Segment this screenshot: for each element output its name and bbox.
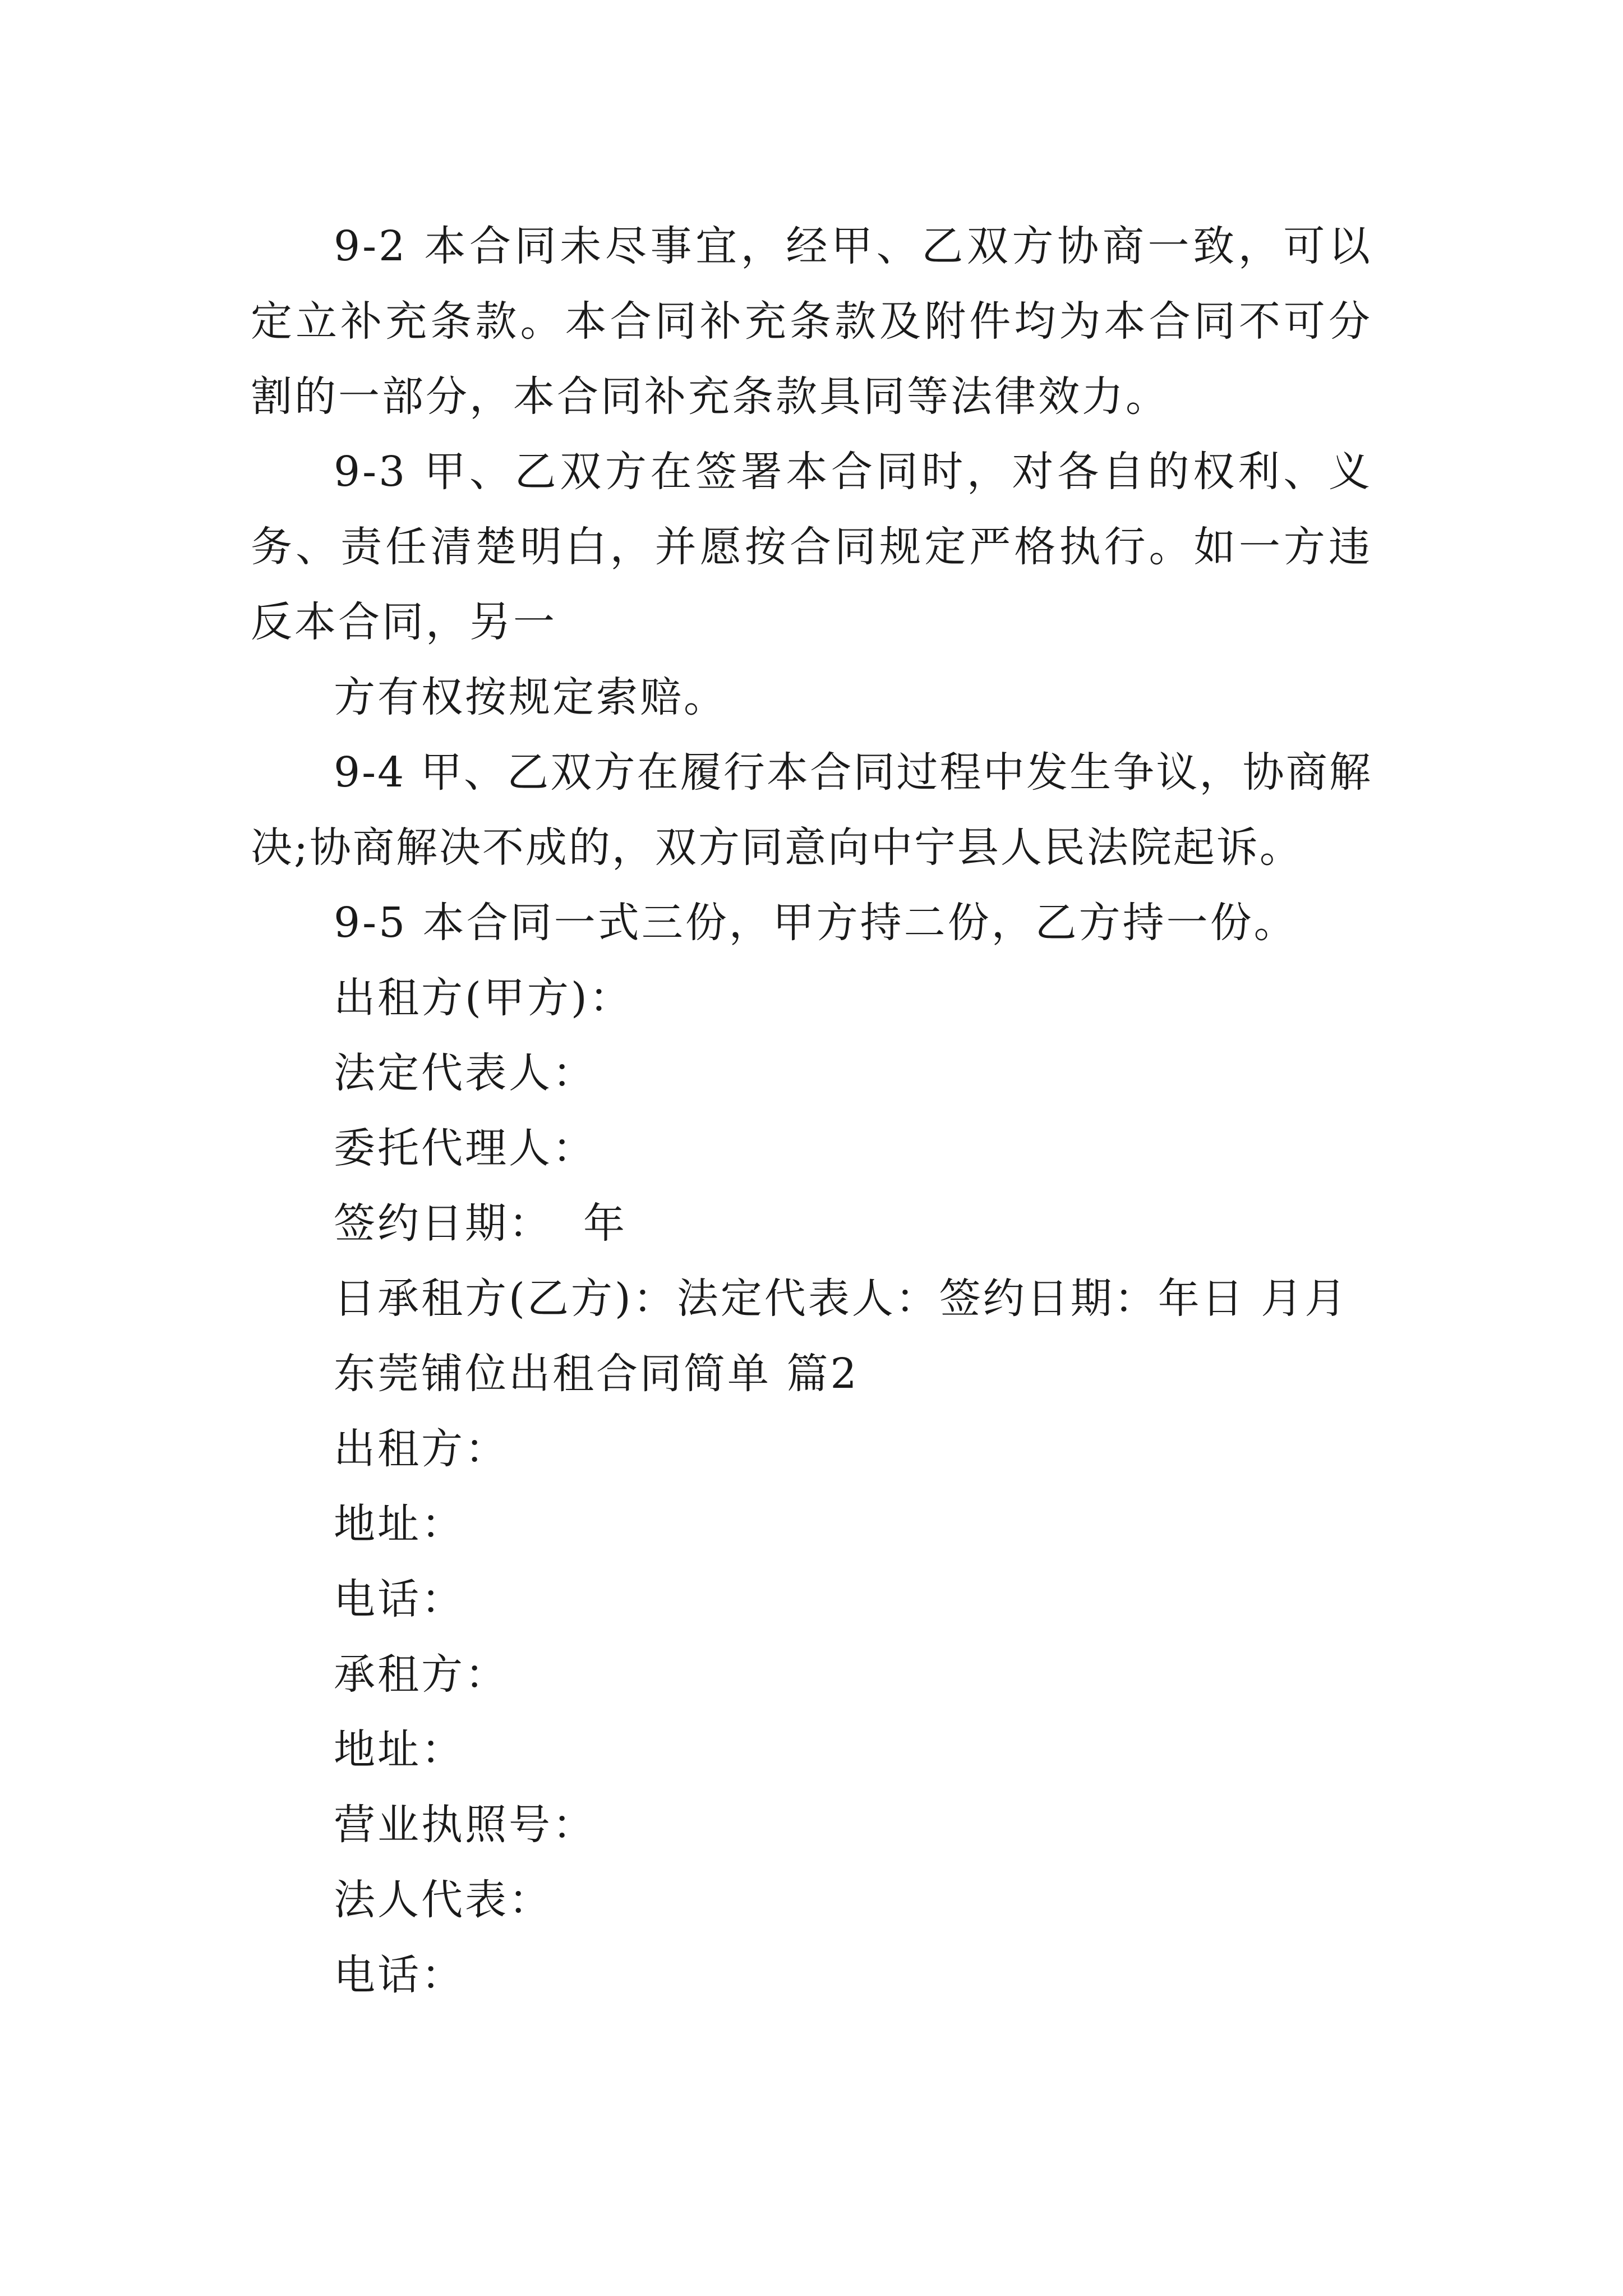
clause-9-2: 9-2 本合同未尽事宜，经甲、乙双方协商一致，可以定立补充条款。本合同补充条款及附件均为本合同不可分割的一部分，本合同补充条款具同等法律效力。 [251,222,1372,421]
clause-9-5: 9-5 本合同一式三份，甲方持二份，乙方持一份。 [334,899,1298,947]
clause-9-4: 9-4 甲、乙双方在履行本合同过程中发生争议，协商解决;协商解决不成的，双方同意向中宁县人民法院起诉。 [251,748,1372,872]
section-title: 东莞铺位出租合同简单 篇2 [334,1350,859,1398]
authorized-agent-label: 委托代理人： [334,1124,596,1172]
form-field-lessor: 出租方： [334,1425,509,1473]
clause-9-3-continuation: 方有权按规定索赔。 [334,673,727,721]
form-field-lessor-address: 地址： [334,1500,465,1548]
clause-9-3: 9-3 甲、乙双方在签署本合同时，对各自的权利、义务、责任清楚明白，并愿按合同规定严格执行。如一方违反本合同，另一 [251,448,1372,646]
lessor-party-a-label: 出租方(甲方)： [334,974,633,1022]
signing-date-label: 签约日期： 年 [334,1199,628,1248]
form-field-business-license: 营业执照号： [334,1801,596,1849]
form-field-lessee-address: 地址： [334,1726,465,1774]
form-field-legal-representative: 法人代表： [334,1876,552,1924]
legal-representative-label: 法定代表人： [334,1049,596,1097]
form-field-lessee-phone: 电话： [334,1951,465,1999]
form-field-lessor-phone: 电话： [334,1575,465,1623]
form-field-lessee: 承租方： [334,1650,509,1699]
document-body [251,209,1372,2013]
lessee-party-b-combined-line: 日承租方(乙方)：法定代表人：签约日期：年日 月月 [334,1274,1349,1323]
